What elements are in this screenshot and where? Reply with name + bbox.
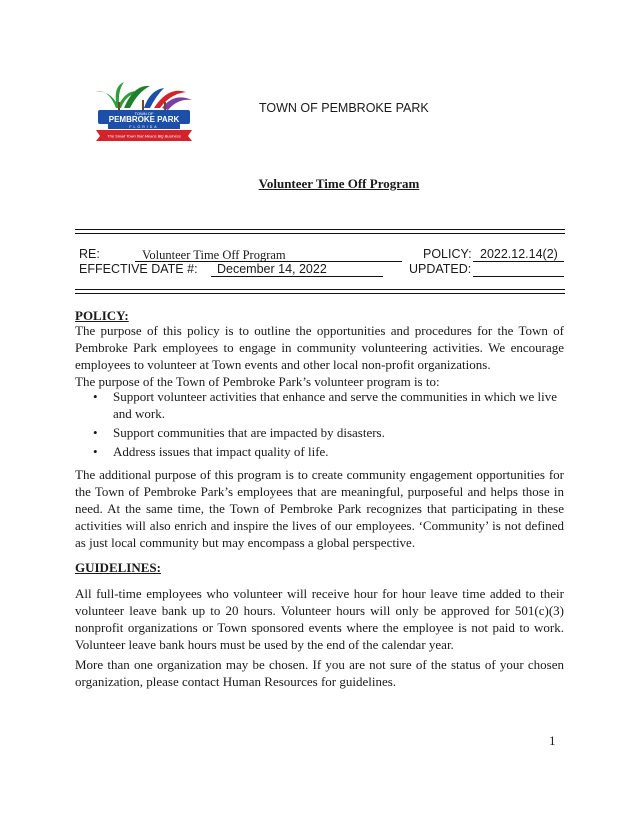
divider	[75, 229, 565, 230]
svg-text:PEMBROKE PARK: PEMBROKE PARK	[108, 115, 180, 124]
svg-text:FLORIDA: FLORIDA	[129, 125, 159, 129]
policy-intro: The purpose of this policy is to outline the opportunities and procedures for the Town of Pembroke Park employees to engage in community volunteering activities. We encourage employees to volunteer at Town events and other local non-profit organizations.	[75, 323, 564, 372]
svg-text:TOWN OF: TOWN OF	[134, 111, 154, 116]
updated-label: UPDATED:	[409, 262, 472, 276]
list-item: • Support volunteer activities that enhance and serve the communities in which we live and work.	[75, 388, 564, 422]
effective-date-label: EFFECTIVE DATE #:	[79, 262, 198, 276]
town-name-header: TOWN OF PEMBROKE PARK	[259, 101, 429, 115]
pembroke-park-logo-graphic	[94, 78, 194, 142]
list-item: • Address issues that impact quality of life.	[75, 443, 564, 460]
purpose-list	[75, 388, 564, 462]
policy-heading: POLICY:	[75, 308, 129, 323]
divider	[75, 233, 565, 234]
guidelines-paragraph: All full-time employees who volunteer will receive hour for hour leave time added to their volunteer leave bank up to 20 hours. Volunteer hours will only be approved for 501(c)(3) nonprofit organizations or Town sponsored events where the employee is not paid to work. Volunteer leave bank hours must be used by the end of the calendar year.	[75, 586, 564, 652]
effective-date-value: December 14, 2022	[217, 262, 327, 276]
divider	[75, 293, 565, 294]
palm-trees-icon	[96, 82, 192, 114]
purpose-lead: The purpose of the Town of Pembroke Park’s volunteer program is to:	[75, 374, 440, 389]
town-logo	[94, 78, 194, 142]
policy-label: POLICY:	[423, 247, 472, 261]
effective-date-underline	[211, 276, 383, 277]
updated-underline	[473, 276, 564, 277]
policy-underline	[473, 261, 564, 262]
re-label: RE:	[79, 247, 100, 261]
guidelines-heading: GUIDELINES:	[75, 560, 161, 575]
page-number: 1	[549, 733, 556, 748]
document-title: Volunteer Time Off Program	[258, 176, 420, 191]
divider	[75, 289, 565, 290]
guidelines-paragraph: More than one organization may be chosen. If you are not sure of the status of your chosen organization, please contact Human Resources for guidelines.	[75, 657, 564, 689]
list-item: • Support communities that are impacted by disasters.	[75, 424, 564, 441]
additional-purpose: The additional purpose of this program is to create community engagement opportunities for the Town of Pembroke Park’s employees that are meaningful, purposeful and helps those in need. At the same time, the Town of Pembroke Park recognizes that participating in these activities will also enrich and inspire the lives of our employees. ‘Community’ is not defined as just local community but may encompass a global perspective.	[75, 467, 564, 550]
policy-number: 2022.12.14(2)	[480, 247, 558, 261]
svg-text:The Small Town that Means Big: The Small Town that Means Big Business	[107, 133, 181, 139]
re-value: Volunteer Time Off Program	[142, 248, 286, 262]
